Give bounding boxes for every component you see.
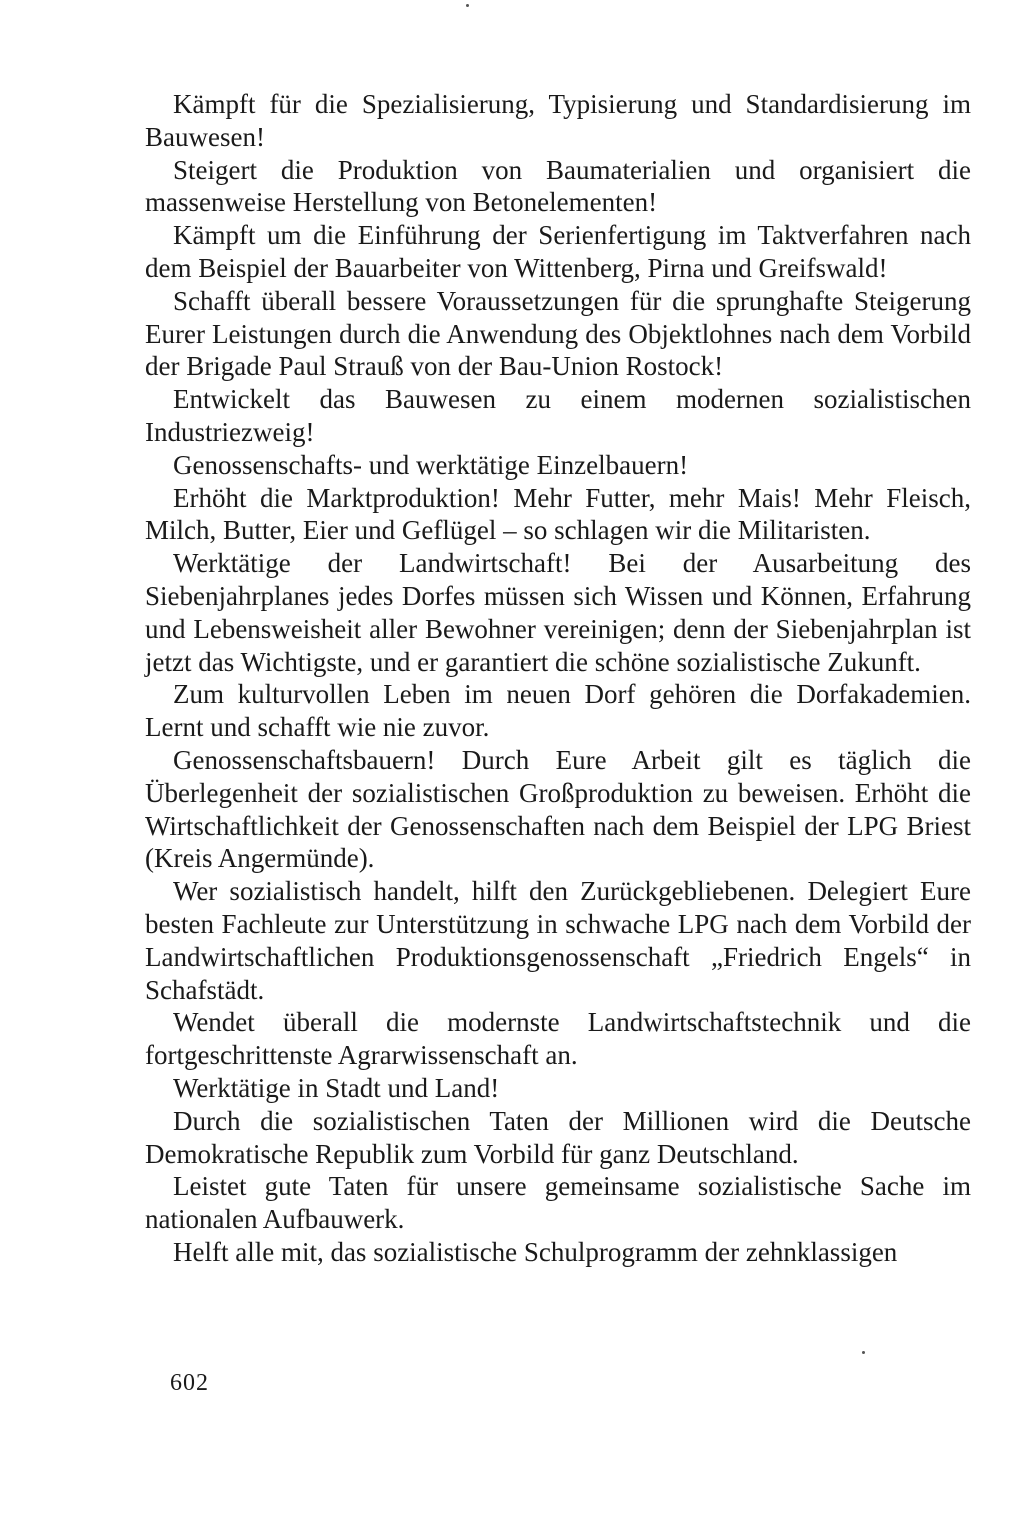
paragraph: Werktätige in Stadt und Land! bbox=[173, 1072, 500, 1103]
scan-speck bbox=[466, 4, 469, 7]
body-text bbox=[145, 88, 971, 1269]
paragraph: Genossenschafts- und werktätige Einzelbauern! bbox=[173, 449, 689, 480]
paragraph: Zum kulturvollen Leben im neuen Dorf gehören die Dorfakademien. Lernt und schafft wie nie zuvor. bbox=[145, 679, 971, 743]
paragraph: Entwickelt das Bauwesen zu einem modernen sozialistischen Industriezweig! bbox=[145, 384, 971, 447]
paragraph: Leistet gute Taten für unsere gemeinsame sozialistische Sache im nationalen Aufbauwerk. bbox=[145, 1171, 971, 1235]
paragraph: Kämpft um die Einführung der Serienfertigung im Taktverfahren nach dem Beispiel der Bauarbeiter von Wittenberg, Pirna und Greifswald! bbox=[145, 220, 971, 283]
page-number: 602 bbox=[170, 1370, 209, 1396]
paragraph: Wer sozialistisch handelt, hilft den Zurückgebliebenen. Delegiert Eure besten Fachleute zur Unterstützung in schwache LPG nach dem Vorbild der Landwirtschaftlichen Produktionsgenossenschaft „Friedrich Engels“ in Schafstädt. bbox=[145, 876, 971, 1005]
paragraph: Steigert die Produktion von Baumaterialien und organisiert die massenweise Herstellung von Betonelementen! bbox=[145, 154, 971, 218]
paragraph: Erhöht die Marktproduktion! Mehr Futter, mehr Mais! Mehr Fleisch, Milch, Butter, Eier und Geflügel – so schlagen wir die Militaristen. bbox=[145, 482, 971, 546]
paragraph: Helft alle mit, das sozialistische Schulprogramm der zehnklassigen bbox=[173, 1236, 898, 1267]
paragraph: Kämpft für die Spezialisierung, Typisierung und Standardisierung im Bauwesen! bbox=[145, 89, 971, 152]
scan-speck bbox=[862, 1351, 865, 1354]
paragraph: Genossenschaftsbauern! Durch Eure Arbeit gilt es täglich die Überlegenheit der sozialistischen Großproduktion zu beweisen. Erhöht die Wirtschaftlichkeit der Genossenschaften nach dem Beispiel der LPG Briest (Kreis Angermünde). bbox=[145, 744, 971, 874]
paragraph: Wendet überall die modernste Landwirtschaftstechnik und die fortgeschrittenste Agrarwissenschaft an. bbox=[145, 1007, 971, 1071]
paragraph: Werktätige der Landwirtschaft! Bei der Ausarbeitung des Siebenjahrplanes jedes Dorfes müssen sich Wissen und Können, Erfahrung und Lebensweisheit aller Bewohner vereinigen; denn der Siebenjahrplan ist jetzt das Wichtigste, und er garantiert die schöne sozialistische Zukunft. bbox=[145, 548, 971, 677]
paragraph: Durch die sozialistischen Taten der Millionen wird die Deutsche Demokratische Republik zum Vorbild für ganz Deutschland. bbox=[145, 1105, 971, 1169]
paragraph: Schafft überall bessere Voraussetzungen für die sprunghafte Steigerung Eurer Leistungen durch die Anwendung des Objektlohnes nach dem Vorbild der Brigade Paul Strauß von der Bau-Union Rostock! bbox=[145, 285, 971, 382]
